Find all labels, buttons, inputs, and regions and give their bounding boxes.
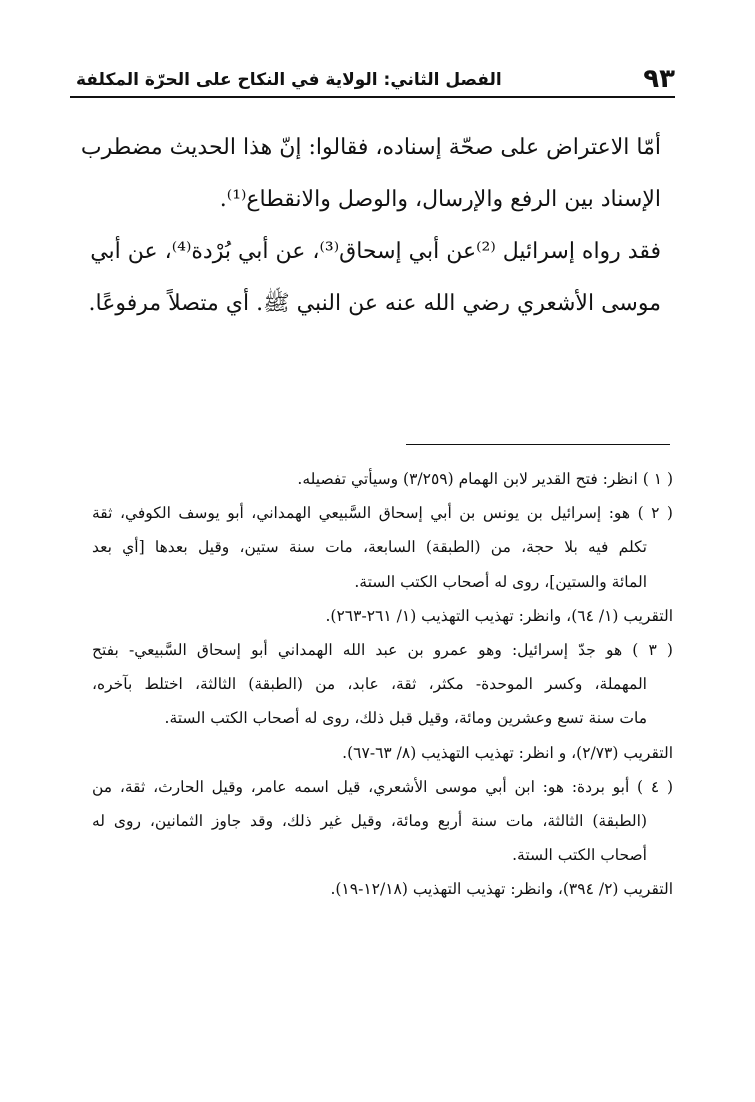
footnote-line: ( ١ ) انظر: فتح القدير لابن الهمام (٣/٢٥٩) وسيأتي تفصيله. [297, 470, 673, 488]
page-number: ٩٣ [643, 64, 675, 94]
footnote-line: تكلم فيه بلا حجة، من (الطبقة) السابعة، مات سنة ستين، وقيل بعدها [أي بعد [92, 538, 647, 557]
page-header [70, 62, 675, 98]
footnote-line: التقريب (٢/٧٣)، و انظر: تهذيب التهذيب (٨/ ٦٣-٦٧). [342, 743, 673, 762]
footnote-line: التقريب (٢/ ٣٩٤)، وانظر: تهذيب التهذيب (١٢/١٨-١٩). [330, 880, 673, 899]
footnote-line: (الطبقة) الثالثة، مات سنة أربع ومائة، وقيل غير ذلك، وقد جاوز الثمانين، روى له [92, 811, 647, 830]
footnote-line: المهملة، وكسر الموحدة- مكثر، ثقة، عابد، من (الطبقة) الثالثة، اختلط بآخره، [92, 675, 647, 694]
footnote-line: ( ٣ ) هو جدّ إسرائيل: وهو عمرو بن عبد الله الهمداني أبو إسحاق السَّبيعي- بفتح [92, 640, 673, 659]
main-text-line: فقد رواه إسرائيل ⁽²⁾عن أبي إسحاق⁽³⁾، عن أبي بُرْدة⁽⁴⁾، عن أبي [90, 239, 661, 264]
running-title: الفصل الثاني: الولاية في النكاح على الحرّة المكلفة [76, 70, 502, 90]
footnote-line: المائة والستين]، روى له أصحاب الكتب الستة. [354, 572, 647, 591]
footnote-line: ( ٢ ) هو: إسرائيل بن يونس بن أبي إسحاق السَّبيعي الهمداني، أبو يوسف الكوفي، ثقة [92, 504, 673, 523]
main-text-line: أمّا الاعتراض على صحّة إسناده، فقالوا: إنّ هذا الحديث مضطرب [80, 135, 661, 160]
main-text-line: الإسناد بين الرفع والإرسال، والوصل والانقطاع⁽¹⁾. [219, 187, 661, 212]
footnote-line: أصحاب الكتب الستة. [512, 846, 647, 865]
footnote-line: التقريب (١/ ٦٤)، وانظر: تهذيب التهذيب (١/ ٢٦١-٢٦٣). [325, 606, 673, 625]
main-text [80, 122, 661, 330]
footnote-line: مات سنة تسع وعشرين ومائة، وقيل قبل ذلك، روى له أصحاب الكتب الستة. [164, 709, 647, 728]
footnote-line: ( ٤ ) أبو بردة: هو: ابن أبي موسى الأشعري، قيل اسمه عامر، وقيل الحارث، ثقة، من [92, 777, 673, 796]
footnote-separator [406, 444, 670, 445]
footnotes [92, 462, 673, 906]
main-text-line: موسى الأشعري رضي الله عنه عن النبي ﷺ. أي متصلاً مرفوعًا. [88, 291, 661, 316]
